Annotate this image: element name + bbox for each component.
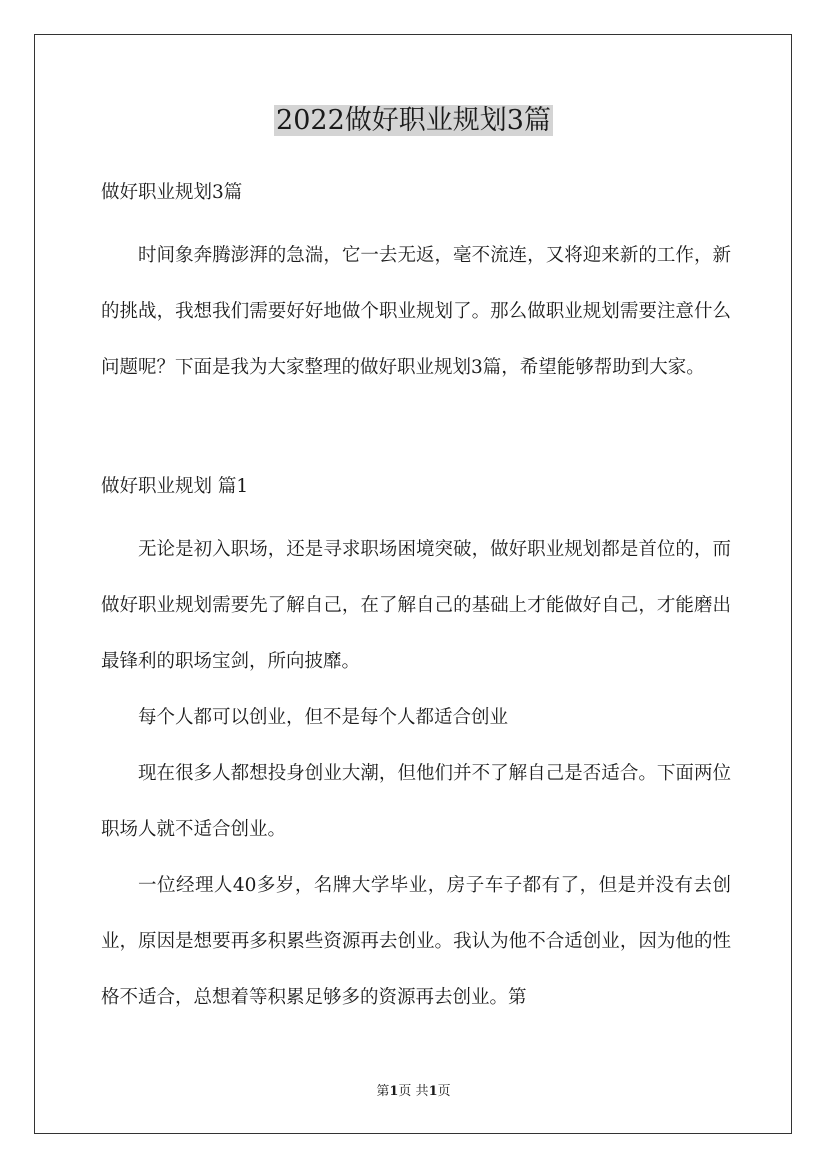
footer-mid: 页 共	[398, 1084, 429, 1099]
intro-paragraph: 时间象奔腾澎湃的急湍，它一去无返，毫不流连，又将迎来新的工作，新的挑战，我想我们需要好好地做个职业规划了。那么做职业规划需要注意什么问题呢？下面是我为大家整理的做好职业规划3篇，希望能够帮助到大家。	[101, 245, 731, 378]
section1-paragraph-3: 现在很多人都想投身创业大潮，但他们并不了解自己是否适合。下面两位职场人就不适合创业。	[101, 763, 731, 840]
intro-heading: 做好职业规划3篇	[101, 182, 243, 203]
footer-page-total: 1	[428, 1084, 438, 1099]
section1-paragraph-2: 每个人都可以创业，但不是每个人都适合创业	[138, 707, 509, 728]
section1-heading: 做好职业规划 篇1	[101, 476, 249, 497]
footer-page-current: 1	[389, 1084, 399, 1099]
section1-paragraph-1: 无论是初入职场，还是寻求职场困境突破，做好职业规划都是首位的，而做好职业规划需要先了解自己，在了解自己的基础上才能做好自己，才能磨出最锋利的职场宝剑，所向披靡。	[101, 539, 731, 672]
footer-prefix: 第	[376, 1084, 390, 1099]
page-footer	[0, 1082, 827, 1102]
document-body	[101, 174, 731, 1026]
document-title-text: 2022做好职业规划3篇	[276, 105, 551, 136]
section1-paragraph-4: 一位经理人40多岁，名牌大学毕业，房子车子都有了，但是并没有去创业，原因是想要再多积累些资源再去创业。我认为他不合适创业，因为他的性格不适合，总想着等积累足够多的资源再去创业。第	[101, 875, 731, 1008]
document-title	[0, 98, 827, 144]
footer-suffix: 页	[437, 1084, 451, 1099]
